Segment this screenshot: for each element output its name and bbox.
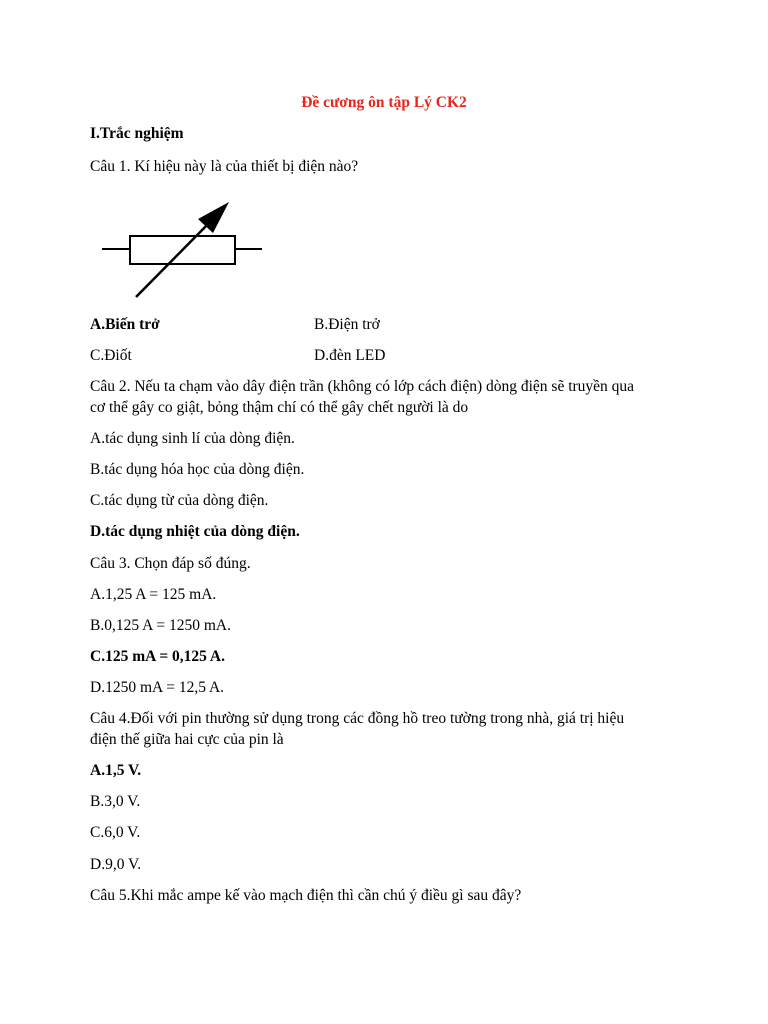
- q3-stem: Câu 3. Chọn đáp số đúng.: [90, 555, 251, 572]
- q3-option-c: C.125 mA = 0,125 A.: [90, 648, 225, 665]
- variable-resistor-symbol-icon: [96, 196, 268, 304]
- q4-option-c: C.6,0 V.: [90, 824, 141, 841]
- q2-stem-line1: Câu 2. Nếu ta chạm vào dây điện trần (không có lớp cách điện) dòng điện sẽ truyền qua: [90, 378, 635, 395]
- q2-option-c: C.tác dụng từ của dòng điện.: [90, 492, 269, 509]
- q3-option-b: B.0,125 A = 1250 mA.: [90, 617, 231, 634]
- q1-option-a: A.Biến trở: [90, 316, 160, 333]
- q4-option-b: B.3,0 V.: [90, 793, 141, 810]
- q4-stem-line1: Câu 4.Đối với pin thường sử dụng trong các đồng hồ treo tường trong nhà, giá trị hiệu: [90, 710, 625, 727]
- q1-option-c: C.Điốt: [90, 347, 132, 364]
- q2-option-a: A.tác dụng sinh lí của dòng điện.: [90, 430, 295, 447]
- q2-option-d: D.tác dụng nhiệt của dòng điện.: [90, 523, 300, 540]
- q3-option-a: A.1,25 A = 125 mA.: [90, 586, 217, 603]
- q3-option-d: D.1250 mA = 12,5 A.: [90, 679, 225, 696]
- q1-option-b: B.Điện trở: [314, 316, 380, 333]
- q1-option-d: D.đèn LED: [314, 347, 386, 364]
- q2-stem-line2: cơ thể gây co giật, bỏng thậm chí có thể gây chết người là do: [90, 399, 469, 416]
- q4-option-d: D.9,0 V.: [90, 856, 142, 873]
- q2-option-b: B.tác dụng hóa học của dòng điện.: [90, 461, 305, 478]
- q4-stem-line2: điện thế giữa hai cực của pin là: [90, 731, 284, 748]
- q4-option-a: A.1,5 V.: [90, 762, 142, 779]
- q1-stem: Câu 1. Kí hiệu này là của thiết bị điện nào?: [90, 158, 359, 175]
- section-heading: I.Trắc nghiệm: [90, 125, 184, 142]
- q5-stem: Câu 5.Khi mắc ampe kế vào mạch điện thì cần chú ý điều gì sau đây?: [90, 887, 522, 904]
- document-title: Đề cương ôn tập Lý CK2: [301, 94, 467, 111]
